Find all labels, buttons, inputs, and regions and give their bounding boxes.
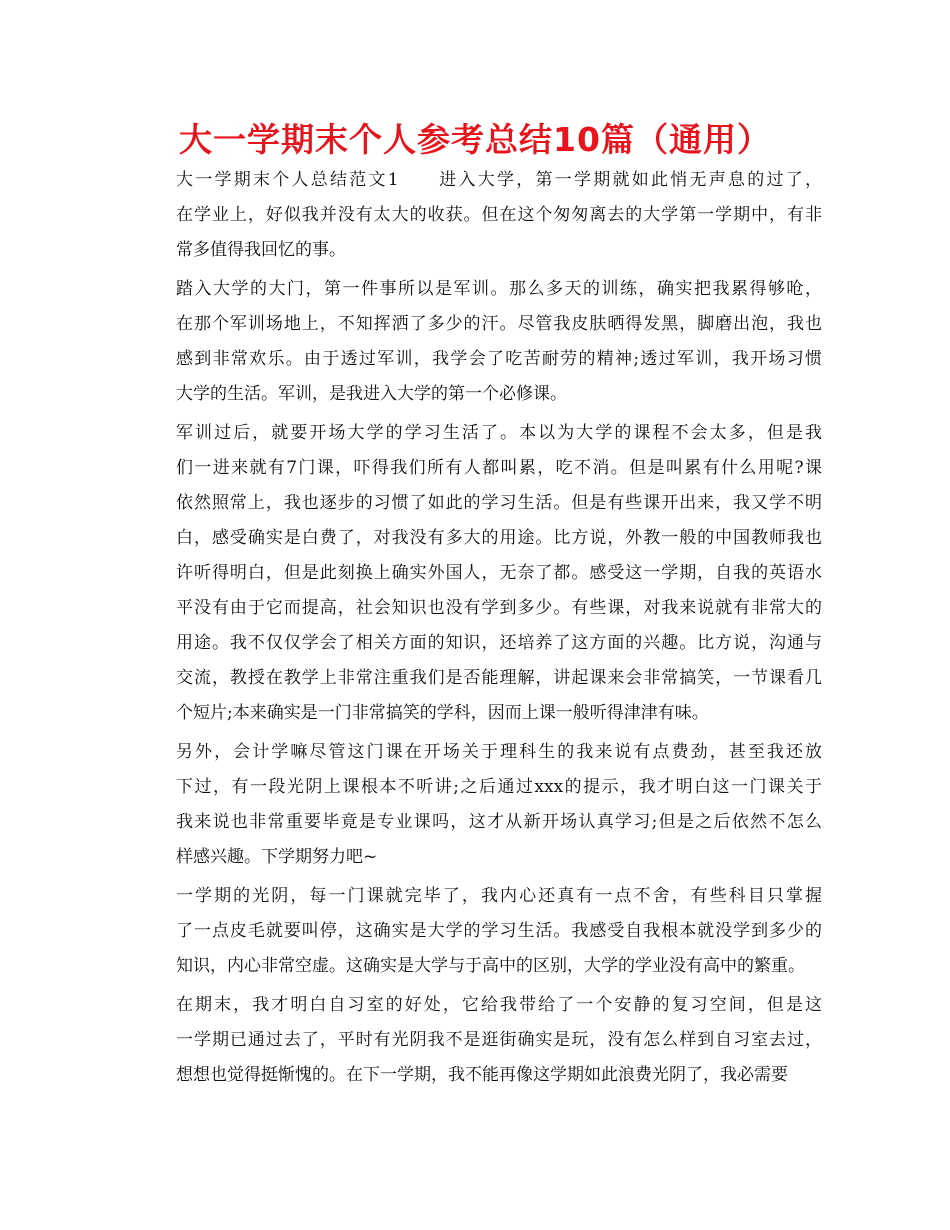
document-body [142, 163, 822, 1097]
paragraph-line: 下过，有一段光阴上课根本不听讲;之后通过xxx的提示，我才明白这一门课关于 [176, 777, 822, 797]
paragraph-line: 大一学期末个人总结范文1 进入大学，第一学期就如此悄无声息的过了， [176, 170, 822, 190]
paragraph-line: 平没有由于它而提高，社会知识也没有学到多少。有些课，对我来说就有非常大的 [176, 598, 822, 618]
paragraph-line: 白，感受确实是白费了，对我没有多大的用途。比方说，外教一般的中国教师我也 [176, 528, 822, 548]
paragraph [142, 163, 822, 268]
paragraph-line: 军训过后，就要开场大学的学习生活了。本以为大学的课程不会太多，但是我 [176, 423, 822, 443]
paragraph-line: 用途。我不仅仅学会了相关方面的知识，还培养了这方面的兴趣。比方说，沟通与 [176, 633, 822, 653]
paragraph-line: 依然照常上，我也逐步的习惯了如此的学习生活。但是有些课开出来，我又学不明 [176, 493, 822, 513]
paragraph-line: 感到非常欢乐。由于透过军训，我学会了吃苦耐劳的精神;透过军训，我开场习惯 [176, 349, 822, 369]
paragraph-line: 知识，内心非常空虚。这确实是大学与于高中的区别，大学的学业没有高中的繁重。 [176, 956, 805, 976]
paragraph-line: 踏入大学的大门，第一件事所以是军训。那么多天的训练，确实把我累得够呛， [176, 279, 822, 299]
paragraph-line: 另外，会计学嘛尽管这门课在开场关于理科生的我来说有点费劲，甚至我还放 [176, 742, 822, 762]
paragraph [142, 879, 822, 984]
paragraph-line: 在期末，我才明白自习室的好处，它给我带给了一个安静的复习空间，但是这 [176, 995, 822, 1015]
paragraph [142, 272, 822, 412]
paragraph-line: 在那个军训场地上，不知挥洒了多少的汗。尽管我皮肤晒得发黑，脚磨出泡，我也 [176, 314, 822, 334]
paragraph-line: 我来说也非常重要毕竟是专业课吗，这才从新开场认真学习;但是之后依然不怎么 [176, 812, 822, 832]
paragraph-line: 样感兴趣。下学期努力吧~ [176, 847, 378, 867]
paragraph-line: 一学期的光阴，每一门课就完毕了，我内心还真有一点不舍，有些科目只掌握 [176, 886, 822, 906]
paragraph-line: 们一进来就有7门课，吓得我们所有人都叫累，吃不消。但是叫累有什么用呢?课 [176, 458, 822, 478]
paragraph-line: 大学的生活。军训，是我进入大学的第一个必修课。 [176, 384, 567, 404]
paragraph-line: 许听得明白，但是此刻换上确实外国人，无奈了都。感受这一学期，自我的英语水 [176, 563, 822, 583]
paragraph [142, 416, 822, 731]
paragraph-line: 了一点皮毛就要叫停，这确实是大学的学习生活。我感受自我根本就没学到多少的 [176, 921, 822, 941]
paragraph-line: 一学期已通过去了，平时有光阴我不是逛街确实是玩，没有怎么样到自习室去过， [176, 1030, 822, 1050]
paragraph [142, 735, 822, 875]
paragraph-line: 常多值得我回忆的事。 [176, 240, 346, 260]
paragraph-line: 在学业上，好似我并没有太大的收获。但在这个匆匆离去的大学第一学期中，有非 [176, 205, 822, 225]
paragraph-line: 个短片;本来确实是一门非常搞笑的学科，因而上课一般听得津津有味。 [176, 703, 709, 723]
document-title: 大一学期末个人参考总结10篇（通用） [179, 120, 771, 159]
paragraph-line: 想想也觉得挺惭愧的。在下一学期，我不能再像这学期如此浪费光阴了，我必需要 [176, 1065, 788, 1085]
paragraph-line: 交流，教授在教学上非常注重我们是否能理解，讲起课来会非常搞笑，一节课看几 [176, 668, 822, 688]
paragraph [142, 988, 822, 1093]
